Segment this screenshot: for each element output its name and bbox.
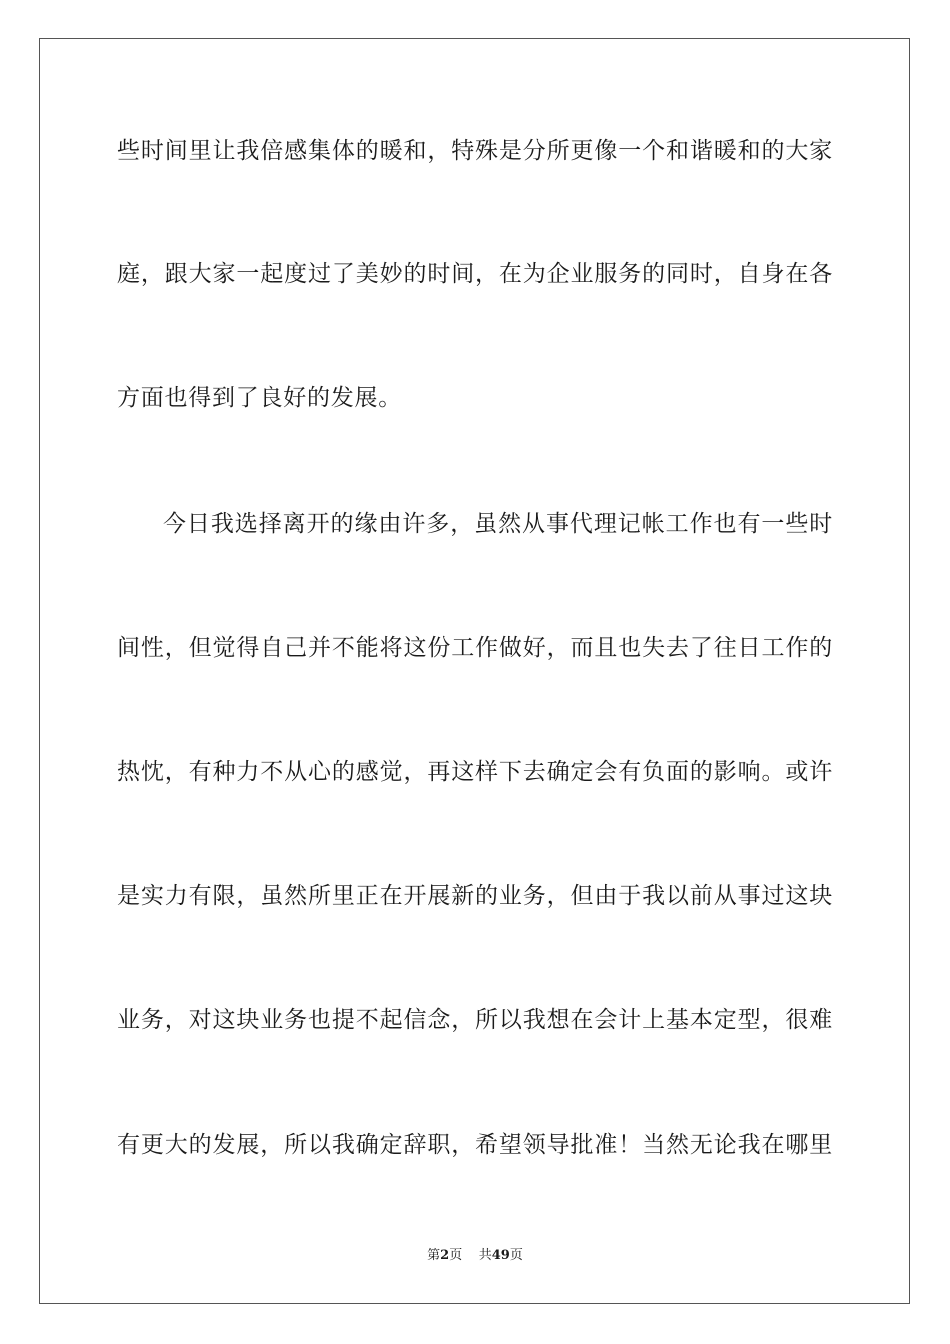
body-line-2: 庭，跟大家一起度过了美妙的时间，在为企业服务的同时，自身在各 bbox=[117, 261, 833, 287]
body-line-8: 业务，对这块业务也提不起信念，所以我想在会计上基本定型，很难 bbox=[117, 1007, 833, 1033]
footer-total-prefix: 共 bbox=[478, 1248, 492, 1263]
footer-total-suffix: 页 bbox=[509, 1248, 523, 1263]
body-line-9: 有更大的发展，所以我确定辞职，希望领导批准！当然无论我在哪里 bbox=[117, 1132, 833, 1158]
body-line-3: 方面也得到了良好的发展。 bbox=[117, 385, 402, 411]
footer-page-prefix: 第 bbox=[427, 1248, 441, 1263]
body-line-5: 间性，但觉得自己并不能将这份工作做好，而且也失去了往日工作的 bbox=[117, 635, 833, 661]
footer-total-pages: 49 bbox=[491, 1248, 510, 1263]
footer-page-suffix: 页 bbox=[449, 1248, 463, 1263]
page-border bbox=[39, 38, 910, 1304]
footer-page-number: 2 bbox=[440, 1248, 450, 1263]
body-line-1: 些时间里让我倍感集体的暖和，特殊是分所更像一个和谐暖和的大家 bbox=[117, 138, 833, 164]
body-line-7: 是实力有限，虽然所里正在开展新的业务，但由于我以前从事过这块 bbox=[117, 883, 833, 909]
page-footer bbox=[0, 1247, 950, 1265]
body-line-6: 热忱，有种力不从心的感觉，再这样下去确定会有负面的影响。或许 bbox=[117, 759, 833, 785]
body-line-4-paragraph-start: 今日我选择离开的缘由许多，虽然从事代理记帐工作也有一些时 bbox=[163, 511, 833, 537]
